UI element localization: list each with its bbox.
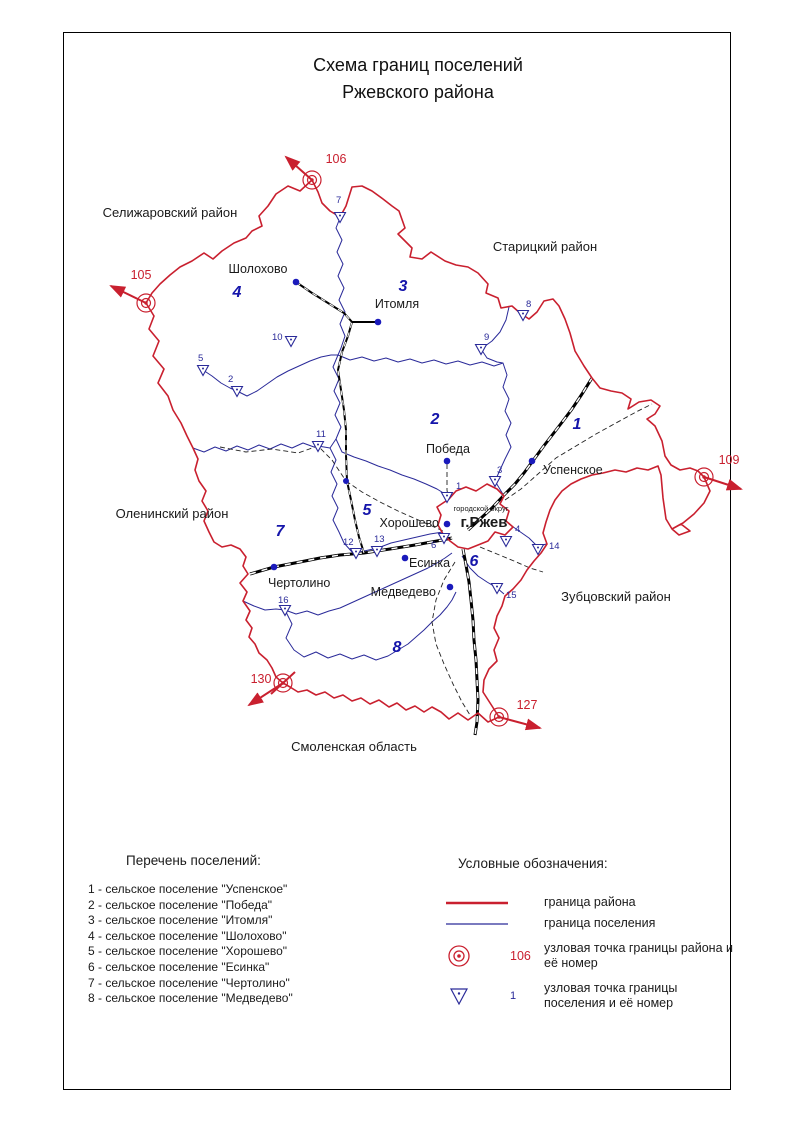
district-node-109-arrow [704,477,741,489]
district-node-105-number: 105 [130,268,152,282]
settlement-node-8 [518,299,532,321]
district-line-sample [446,900,510,906]
settlement-label-chertolino: Чертолино [268,576,331,590]
region-number-8: 8 [392,639,402,656]
road-line [480,547,543,572]
settlement-list-item: 6 - сельское поселение "Есинка" [88,959,270,974]
settlement-dot-itomlya [375,319,382,326]
settlement-node-10 [272,332,297,347]
settlement-label-esinka: Есинка [409,556,451,570]
settlement-node-11-number: 11 [316,429,326,440]
district-node-106-arrow [286,157,312,180]
district-node-127 [490,698,540,728]
settlement-node-1-number: 1 [456,481,462,492]
settlement-dot-khoroshevo [444,521,451,528]
settlement-node-9-number: 9 [484,332,490,343]
settlement-node-2-number: 2 [228,374,234,385]
region-number-7: 7 [275,523,285,540]
settlement-dot-uspenskoe [529,458,536,465]
settlement-node-1 [442,481,462,503]
settlement-list-item: 5 - сельское поселение "Хорошево" [88,944,288,959]
settlement-boundary-line [330,355,341,448]
district-node-109 [695,453,741,489]
settlement-label-khoroshevo: Хорошево [379,516,439,530]
district-node-106-marker [303,171,321,189]
symbols-legend-title: Условные обозначения: [458,856,608,871]
district-node-label: узловая точка границы района и её номер [544,941,733,970]
settlement-node-11 [313,429,326,452]
settlement-node-icon [446,985,472,1007]
region-number-2: 2 [430,411,440,428]
settlement-list [88,853,418,1007]
settlement-list-item: 8 - сельское поселение "Медведево" [88,991,293,1006]
settlement-node-6-number: 6 [431,540,437,551]
map-title-line2: Ржевского района [342,82,494,102]
district-node-109-number: 109 [718,453,740,467]
district-node-130-marker [274,674,292,692]
settlement-labels [229,262,603,599]
settlement-node-5-number: 5 [198,353,204,364]
settlement-dot-esinka [402,555,409,562]
settlement-line-sample [446,921,510,927]
road-line [220,446,346,481]
settlement-boundary-line [203,355,338,396]
settlement-list-item: 4 - сельское поселение "Шолохово" [88,928,287,943]
settlement-boundary-line [285,592,456,660]
district-node-130-number: 130 [250,672,272,686]
settlement-node-16 [278,595,291,616]
settlement-label-itomlya: Итомля [374,297,420,311]
district-node-icon [446,943,472,969]
legend-row-settlement-node [446,981,738,1011]
symbols-legend [446,856,738,1019]
district-node-130-arrow [249,683,283,705]
settlement-node-6 [431,534,450,552]
settlement-node-3-number: 3 [497,465,503,476]
settlement-dot-chertolino [271,564,278,571]
region-number-1: 1 [572,416,582,433]
settlement-node-9 [476,332,490,355]
settlement-node-4-number: 4 [515,524,521,535]
district-line-label: граница района [544,895,636,909]
legend-row-settlement-line [446,916,738,931]
city-name-label: г.Ржев [460,514,508,531]
region-number-6: 6 [469,553,479,570]
settlement-node-3 [490,465,503,487]
settlement-dots [271,279,536,591]
junction-dot [343,478,349,484]
settlement-list-item: 7 - сельское поселение "Чертолино" [88,975,290,990]
settlement-line-icon [446,921,508,927]
neighbor-label-staritsky: Старицкий район [492,239,598,254]
railway-south [463,549,478,735]
settlement-list-item: 2 - сельское поселение "Победа" [88,897,273,912]
district-node-109-marker [695,468,713,486]
district-node-105-arrow [111,286,146,303]
city-okrug-label: городской округ [453,504,509,513]
region-number-4: 4 [232,284,242,301]
legend-row-district-node [446,941,738,971]
settlement-label-medvedevo: Медведево [370,585,436,599]
settlement-node-13 [372,534,385,557]
settlement-boundary-line [338,355,503,366]
settlement-node-15-number: 15 [506,590,517,601]
district-node-127-arrow [499,717,540,728]
settlement-node-10-number: 10 [272,332,283,343]
settlement-list-item: 3 - сельское поселение "Итомля" [88,913,273,928]
district-node-sample [446,943,510,969]
settlement-node-16-number: 16 [278,595,289,606]
settlement-dot-pobeda [444,458,451,465]
settlement-node-label: узловая точка границы поселения и её номер [544,981,678,1010]
district-line-icon [446,900,508,906]
settlement-label-pobeda: Победа [426,442,470,456]
district-node-106-number: 106 [325,152,347,166]
settlement-node-sample [446,985,510,1007]
district-node-130 [249,672,295,705]
settlement-node-12-number: 12 [343,537,354,548]
district-node-127-marker [490,708,508,726]
settlement-node-8-number: 8 [526,299,532,310]
neighbor-label-selizharovsky: Селижаровский район [102,205,238,220]
settlement-dot-sholokhovo [293,279,300,286]
settlement-label-sholokhovo: Шолохово [228,262,288,276]
settlement-list-item: 1 - сельское поселение "Успенское" [88,882,288,896]
neighbor-label-oleninsky: Оленинский район [115,506,229,521]
railways [250,282,592,735]
district-node-sample-number: 106 [510,949,531,963]
settlement-node-13-number: 13 [374,534,385,545]
railway-south-hatch [463,549,478,735]
neighbor-labels [103,205,671,754]
settlement-dot-medvedevo [447,584,454,591]
settlement-node-7-number: 7 [336,195,342,206]
settlement-node-14-number: 14 [549,541,560,552]
settlement-boundary-line [336,218,345,355]
region-number-5: 5 [362,502,372,519]
neighbor-label-smolenskaya: Смоленская область [291,739,417,754]
settlement-label-uspenskoe: Успенское [543,463,603,477]
district-node-127-number: 127 [516,698,538,712]
neighbor-label-zubtsovsky: Зубцовский район [561,589,671,604]
settlement-line-label: граница поселения [544,916,656,930]
settlement-list-title: Перечень поселений: [126,853,261,868]
map-title-line1: Схема границ поселений [313,55,523,75]
settlement-node-sample-number: 1 [510,990,517,1002]
district-node-105-marker [137,294,155,312]
district-node-106 [286,152,346,189]
legend-row-district-line [446,895,738,910]
region-number-3: 3 [398,278,408,295]
